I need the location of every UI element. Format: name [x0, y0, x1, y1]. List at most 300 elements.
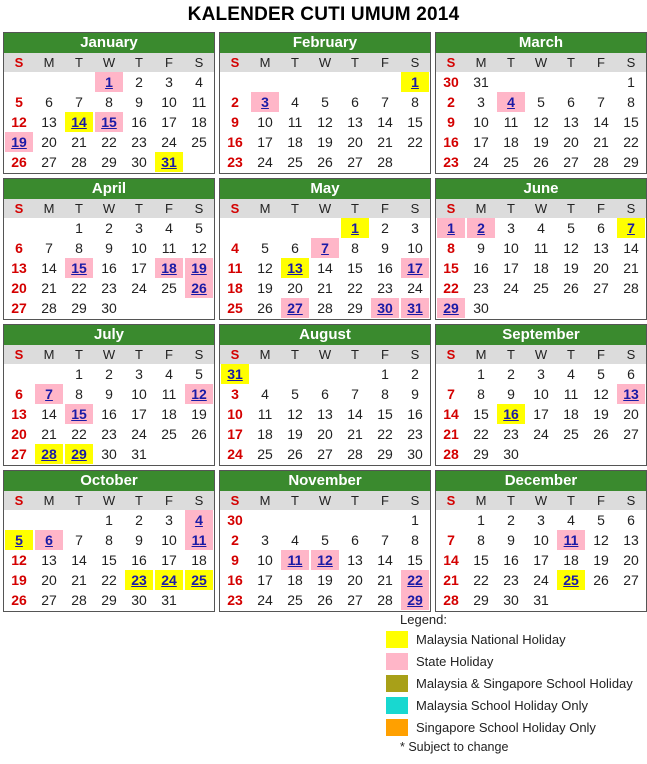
- day-cell: 28: [377, 154, 393, 170]
- day-cell: 1: [627, 74, 635, 90]
- weekday-label: T: [291, 201, 299, 216]
- day-cell: 31: [161, 592, 177, 608]
- day-cell: [497, 72, 525, 92]
- day-cell: 21: [377, 134, 393, 150]
- weekday-header: [4, 345, 214, 364]
- day-cell: [437, 510, 465, 530]
- day-cell: 29: [473, 592, 489, 608]
- weekday-label: M: [475, 493, 487, 508]
- weekday-label: M: [259, 493, 271, 508]
- day-cell: 18: [191, 114, 207, 130]
- weekday-label: T: [567, 201, 575, 216]
- month-july: [3, 324, 215, 466]
- day-cell: 25: [161, 426, 177, 442]
- legend-item: [386, 672, 644, 694]
- day-cell: 10: [533, 532, 549, 548]
- holiday-date-link[interactable]: 30: [371, 298, 399, 318]
- day-cell: 17: [533, 552, 549, 568]
- month-april: [3, 178, 215, 320]
- week-row: [4, 364, 214, 384]
- week-row: [220, 218, 430, 238]
- day-cell: 18: [287, 572, 303, 588]
- weekday-label: S: [410, 55, 420, 70]
- day-cell: 14: [443, 406, 459, 422]
- weekday-label: W: [102, 55, 116, 70]
- holiday-date-link[interactable]: 7: [617, 218, 645, 238]
- day-cell: 6: [351, 94, 359, 110]
- day-cell: 15: [473, 406, 489, 422]
- legend-item: [386, 650, 644, 672]
- holiday-date-link[interactable]: 7: [35, 384, 63, 404]
- day-cell: 22: [473, 426, 489, 442]
- day-cell: 7: [75, 532, 83, 548]
- day-cell: 1: [381, 366, 389, 382]
- day-cell: 18: [191, 552, 207, 568]
- week-row: [220, 298, 430, 318]
- day-cell: 24: [227, 446, 243, 462]
- day-cell: 8: [627, 94, 635, 110]
- day-cell: 10: [503, 240, 519, 256]
- holiday-date-link[interactable]: 29: [401, 590, 429, 610]
- day-cell: [35, 510, 63, 530]
- day-cell: [281, 72, 309, 92]
- day-cell: [371, 72, 399, 92]
- holiday-date-link[interactable]: 4: [497, 92, 525, 112]
- day-cell: 4: [165, 220, 173, 236]
- weekday-label: S: [446, 55, 456, 70]
- day-cell: 25: [257, 446, 273, 462]
- day-cell: 16: [473, 260, 489, 276]
- holiday-date-link[interactable]: 18: [155, 258, 183, 278]
- month-november: [219, 470, 431, 612]
- holiday-date-link[interactable]: 4: [185, 510, 213, 530]
- month-title: October: [4, 471, 214, 491]
- day-cell: 11: [227, 260, 243, 276]
- weekday-label: W: [318, 493, 332, 508]
- day-cell: 11: [257, 406, 273, 422]
- day-cell: [557, 444, 585, 464]
- week-row: [4, 132, 214, 152]
- day-cell: 29: [347, 300, 363, 316]
- weekday-label: S: [230, 55, 240, 70]
- holiday-date-link[interactable]: 29: [437, 298, 465, 318]
- day-cell: 23: [101, 280, 117, 296]
- week-row: [220, 72, 430, 92]
- week-row: [436, 218, 646, 238]
- day-cell: 7: [447, 386, 455, 402]
- day-cell: 15: [347, 260, 363, 276]
- week-row: [436, 112, 646, 132]
- day-cell: 21: [41, 280, 57, 296]
- day-cell: 28: [41, 300, 57, 316]
- day-cell: 6: [15, 240, 23, 256]
- weekday-label: T: [135, 201, 143, 216]
- day-cell: 24: [533, 572, 549, 588]
- day-cell: 2: [105, 366, 113, 382]
- weekday-label: W: [534, 347, 548, 362]
- weekday-label: T: [75, 55, 83, 70]
- day-cell: 25: [161, 280, 177, 296]
- day-cell: 10: [257, 552, 273, 568]
- day-cell: 25: [563, 426, 579, 442]
- day-cell: 27: [347, 592, 363, 608]
- day-cell: [185, 444, 213, 464]
- day-cell: 6: [321, 386, 329, 402]
- day-cell: [587, 590, 615, 610]
- weekday-label: S: [626, 201, 636, 216]
- day-cell: [5, 364, 33, 384]
- day-cell: 16: [227, 134, 243, 150]
- holiday-date-link[interactable]: 5: [5, 530, 33, 550]
- day-cell: 5: [291, 386, 299, 402]
- day-cell: 9: [105, 386, 113, 402]
- day-cell: 23: [377, 280, 393, 296]
- day-cell: [281, 364, 309, 384]
- holiday-date-link[interactable]: 31: [221, 364, 249, 384]
- weekday-label: S: [446, 493, 456, 508]
- day-cell: 23: [473, 280, 489, 296]
- day-cell: [65, 72, 93, 92]
- month-october: [3, 470, 215, 612]
- month-title: March: [436, 33, 646, 53]
- holiday-date-link[interactable]: 13: [281, 258, 309, 278]
- week-row: [436, 590, 646, 610]
- weekday-label: T: [75, 493, 83, 508]
- holiday-date-link[interactable]: 16: [497, 404, 525, 424]
- week-row: [4, 590, 214, 610]
- day-cell: 5: [195, 366, 203, 382]
- day-cell: 14: [41, 406, 57, 422]
- day-cell: 18: [227, 280, 243, 296]
- holiday-date-link[interactable]: 19: [5, 132, 33, 152]
- day-cell: 30: [503, 446, 519, 462]
- day-cell: 13: [347, 114, 363, 130]
- day-cell: 21: [377, 572, 393, 588]
- month-february: [219, 32, 431, 174]
- day-cell: 22: [101, 572, 117, 588]
- holiday-date-link[interactable]: 12: [311, 550, 339, 570]
- holiday-date-link[interactable]: 15: [65, 404, 93, 424]
- day-cell: [251, 364, 279, 384]
- day-cell: 7: [447, 532, 455, 548]
- day-cell: 25: [227, 300, 243, 316]
- holiday-date-link[interactable]: 1: [95, 72, 123, 92]
- weekday-label: T: [567, 55, 575, 70]
- week-row: [220, 444, 430, 464]
- week-row: [4, 278, 214, 298]
- holiday-date-link[interactable]: 31: [155, 152, 183, 172]
- day-cell: 17: [131, 406, 147, 422]
- day-cell: 1: [477, 512, 485, 528]
- holiday-date-link[interactable]: 3: [251, 92, 279, 112]
- day-cell: 19: [287, 426, 303, 442]
- week-row: [436, 92, 646, 112]
- day-cell: [185, 590, 213, 610]
- weekday-label: F: [597, 55, 605, 70]
- day-cell: 20: [563, 134, 579, 150]
- weekday-header: [436, 345, 646, 364]
- week-row: [436, 72, 646, 92]
- weekday-label: S: [14, 201, 24, 216]
- day-cell: 27: [11, 300, 27, 316]
- day-cell: 20: [41, 572, 57, 588]
- week-row: [4, 570, 214, 590]
- day-cell: 10: [161, 532, 177, 548]
- month-title: April: [4, 179, 214, 199]
- weekday-label: F: [381, 493, 389, 508]
- day-cell: 10: [257, 114, 273, 130]
- day-cell: 30: [443, 74, 459, 90]
- weekday-header: [4, 53, 214, 72]
- holiday-date-link[interactable]: 12: [185, 384, 213, 404]
- day-cell: 10: [131, 386, 147, 402]
- day-cell: 15: [473, 552, 489, 568]
- week-row: [220, 510, 430, 530]
- day-cell: 5: [597, 512, 605, 528]
- day-cell: 3: [537, 512, 545, 528]
- legend-item: [386, 716, 644, 738]
- day-cell: 28: [593, 154, 609, 170]
- day-cell: [437, 364, 465, 384]
- month-march: [435, 32, 647, 174]
- day-cell: 21: [443, 572, 459, 588]
- weekday-label: W: [102, 493, 116, 508]
- holiday-date-link[interactable]: 17: [401, 258, 429, 278]
- day-cell: 11: [161, 386, 177, 402]
- day-cell: 16: [227, 572, 243, 588]
- day-cell: [497, 298, 525, 318]
- holiday-date-link[interactable]: 23: [125, 570, 153, 590]
- day-cell: 6: [627, 512, 635, 528]
- legend-item: [386, 694, 644, 716]
- holiday-date-link[interactable]: 29: [65, 444, 93, 464]
- holiday-date-link[interactable]: 11: [185, 530, 213, 550]
- day-cell: 11: [161, 240, 177, 256]
- day-cell: [5, 510, 33, 530]
- day-cell: 27: [41, 592, 57, 608]
- weekday-label: S: [14, 55, 24, 70]
- day-cell: 25: [191, 134, 207, 150]
- week-row: [220, 152, 430, 172]
- day-cell: 13: [11, 260, 27, 276]
- day-cell: 20: [287, 280, 303, 296]
- holiday-date-link[interactable]: 27: [281, 298, 309, 318]
- weekday-label: M: [259, 55, 271, 70]
- holiday-date-link[interactable]: 1: [401, 72, 429, 92]
- day-cell: 26: [593, 426, 609, 442]
- holiday-date-link[interactable]: 2: [467, 218, 495, 238]
- day-cell: [35, 72, 63, 92]
- holiday-date-link[interactable]: 7: [311, 238, 339, 258]
- day-cell: 17: [533, 406, 549, 422]
- day-cell: 9: [507, 386, 515, 402]
- day-cell: 2: [135, 74, 143, 90]
- weekday-header: [4, 199, 214, 218]
- weekday-label: F: [165, 347, 173, 362]
- day-cell: 17: [257, 134, 273, 150]
- day-cell: [341, 364, 369, 384]
- day-cell: 6: [597, 220, 605, 236]
- day-cell: 2: [381, 220, 389, 236]
- day-cell: 22: [407, 134, 423, 150]
- day-cell: 22: [377, 426, 393, 442]
- day-cell: 15: [407, 114, 423, 130]
- day-cell: 9: [507, 532, 515, 548]
- day-cell: 11: [533, 240, 549, 256]
- holiday-date-link[interactable]: 19: [185, 258, 213, 278]
- day-cell: 12: [317, 114, 333, 130]
- day-cell: 30: [131, 592, 147, 608]
- weekday-header: [436, 53, 646, 72]
- day-cell: 26: [533, 154, 549, 170]
- weekday-label: T: [135, 347, 143, 362]
- holiday-date-link[interactable]: 1: [341, 218, 369, 238]
- day-cell: 26: [11, 592, 27, 608]
- day-cell: 26: [257, 300, 273, 316]
- day-cell: 27: [563, 154, 579, 170]
- day-cell: 4: [291, 532, 299, 548]
- weekday-label: S: [410, 201, 420, 216]
- week-row: [4, 112, 214, 132]
- week-row: [220, 530, 430, 550]
- weekday-label: T: [351, 201, 359, 216]
- day-cell: 25: [287, 592, 303, 608]
- day-cell: 30: [101, 446, 117, 462]
- day-cell: 5: [321, 94, 329, 110]
- weekday-label: S: [446, 347, 456, 362]
- holiday-date-link[interactable]: 6: [35, 530, 63, 550]
- holiday-date-link[interactable]: 15: [95, 112, 123, 132]
- day-cell: 12: [11, 114, 27, 130]
- day-cell: 3: [231, 386, 239, 402]
- week-row: [436, 258, 646, 278]
- holiday-date-link[interactable]: 22: [401, 570, 429, 590]
- day-cell: 28: [443, 592, 459, 608]
- day-cell: 19: [257, 280, 273, 296]
- day-cell: 12: [191, 240, 207, 256]
- weekday-label: S: [14, 493, 24, 508]
- day-cell: 30: [503, 592, 519, 608]
- day-cell: 31: [533, 592, 549, 608]
- day-cell: 17: [257, 572, 273, 588]
- holiday-date-link[interactable]: 28: [35, 444, 63, 464]
- day-cell: 20: [623, 552, 639, 568]
- day-cell: 27: [317, 446, 333, 462]
- holiday-date-link[interactable]: 1: [437, 218, 465, 238]
- day-cell: 25: [287, 154, 303, 170]
- month-title: August: [220, 325, 430, 345]
- holiday-date-link[interactable]: 31: [401, 298, 429, 318]
- day-cell: 20: [623, 406, 639, 422]
- weekday-label: M: [259, 347, 271, 362]
- week-row: [220, 570, 430, 590]
- day-cell: 19: [593, 552, 609, 568]
- day-cell: 10: [131, 240, 147, 256]
- weekday-label: T: [135, 55, 143, 70]
- day-cell: 8: [105, 532, 113, 548]
- day-cell: 5: [597, 366, 605, 382]
- day-cell: 11: [191, 94, 207, 110]
- day-cell: 12: [257, 260, 273, 276]
- day-cell: [35, 218, 63, 238]
- legend-swatch: [386, 653, 408, 670]
- week-row: [4, 424, 214, 444]
- day-cell: 20: [347, 134, 363, 150]
- day-cell: 1: [477, 366, 485, 382]
- day-cell: 4: [291, 94, 299, 110]
- day-cell: [221, 218, 249, 238]
- holiday-date-link[interactable]: 25: [185, 570, 213, 590]
- week-row: [436, 404, 646, 424]
- month-june: [435, 178, 647, 320]
- day-cell: 26: [563, 280, 579, 296]
- day-cell: 26: [191, 426, 207, 442]
- day-cell: 28: [317, 300, 333, 316]
- holiday-date-link[interactable]: 15: [65, 258, 93, 278]
- day-cell: 11: [287, 114, 303, 130]
- day-cell: 8: [411, 94, 419, 110]
- holiday-date-link[interactable]: 24: [155, 570, 183, 590]
- day-cell: 7: [381, 532, 389, 548]
- day-cell: [587, 298, 615, 318]
- day-cell: 28: [347, 446, 363, 462]
- day-cell: 25: [533, 280, 549, 296]
- day-cell: 13: [347, 552, 363, 568]
- weekday-label: S: [194, 55, 204, 70]
- weekday-label: S: [410, 493, 420, 508]
- weekday-header: [436, 199, 646, 218]
- day-cell: 23: [101, 426, 117, 442]
- weekday-label: T: [75, 347, 83, 362]
- day-cell: 22: [443, 280, 459, 296]
- weekday-label: W: [102, 201, 116, 216]
- holiday-date-link[interactable]: 25: [557, 570, 585, 590]
- day-cell: 4: [567, 512, 575, 528]
- week-row: [4, 152, 214, 172]
- weekday-label: W: [318, 201, 332, 216]
- day-cell: 5: [261, 240, 269, 256]
- week-row: [4, 550, 214, 570]
- day-cell: 29: [377, 446, 393, 462]
- week-row: [436, 132, 646, 152]
- day-cell: 2: [135, 512, 143, 528]
- day-cell: 2: [231, 94, 239, 110]
- day-cell: [281, 510, 309, 530]
- holiday-date-link[interactable]: 14: [65, 112, 93, 132]
- day-cell: 9: [411, 386, 419, 402]
- week-row: [220, 132, 430, 152]
- weekday-label: W: [102, 347, 116, 362]
- day-cell: 20: [317, 426, 333, 442]
- holiday-date-link[interactable]: 13: [617, 384, 645, 404]
- day-cell: [341, 510, 369, 530]
- week-row: [436, 152, 646, 172]
- day-cell: [587, 72, 615, 92]
- holiday-date-link[interactable]: 11: [281, 550, 309, 570]
- day-cell: 22: [101, 134, 117, 150]
- day-cell: 27: [11, 446, 27, 462]
- day-cell: 5: [321, 532, 329, 548]
- holiday-date-link[interactable]: 26: [185, 278, 213, 298]
- legend-label: State Holiday: [416, 653, 494, 669]
- holiday-date-link[interactable]: 11: [557, 530, 585, 550]
- day-cell: 20: [11, 280, 27, 296]
- day-cell: 17: [503, 260, 519, 276]
- day-cell: 27: [623, 426, 639, 442]
- day-cell: 8: [381, 386, 389, 402]
- day-cell: 1: [105, 512, 113, 528]
- day-cell: 15: [407, 552, 423, 568]
